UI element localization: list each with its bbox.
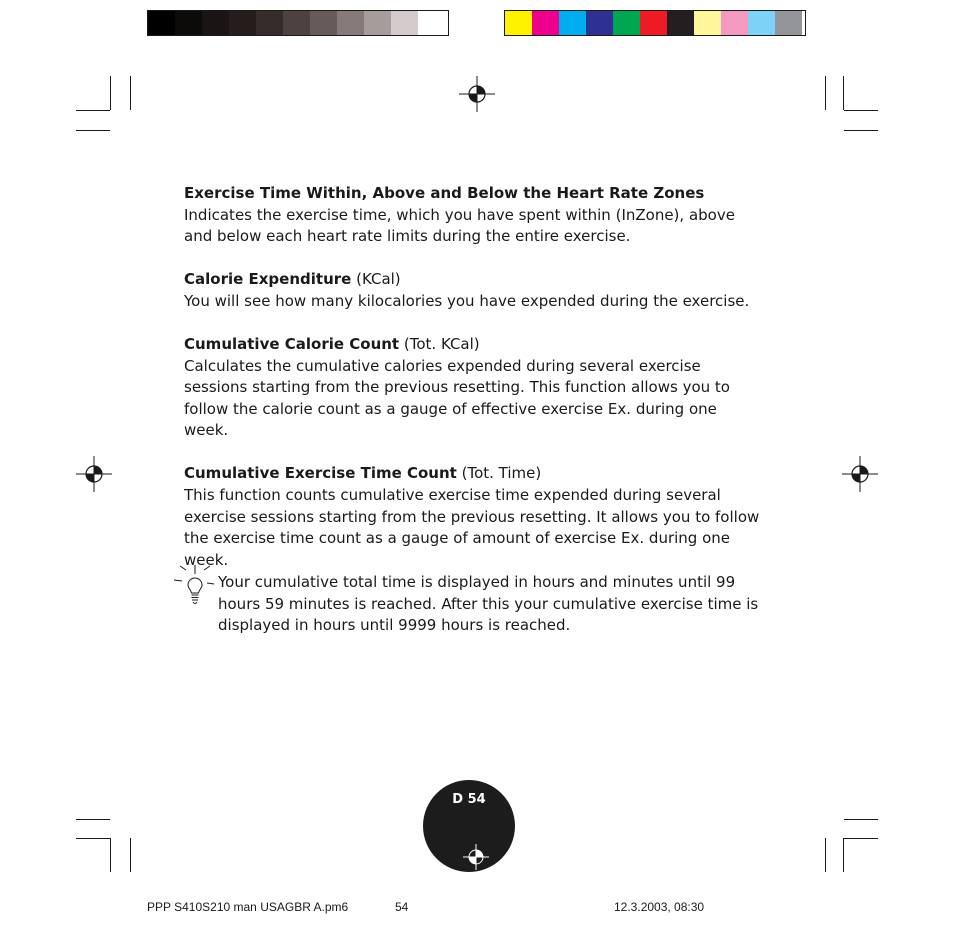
section-calorie-expenditure xyxy=(184,269,764,312)
color-swatch xyxy=(640,11,667,35)
color-swatch xyxy=(310,11,337,35)
gray-calibration-bar xyxy=(147,10,449,36)
crop-mark xyxy=(130,838,131,872)
color-swatch xyxy=(505,11,532,35)
crop-mark xyxy=(76,819,110,820)
color-swatch xyxy=(256,11,283,35)
section-heading: Cumulative Exercise Time Count (Tot. Time) xyxy=(184,464,542,483)
crop-mark xyxy=(844,110,878,111)
page-number-label: D 54 xyxy=(452,792,486,807)
crop-mark xyxy=(76,130,110,131)
color-swatch xyxy=(748,11,775,35)
section-heading: Calorie Expenditure (KCal) xyxy=(184,270,401,289)
color-swatch xyxy=(283,11,310,35)
color-swatch xyxy=(391,11,418,35)
color-swatch xyxy=(148,11,175,35)
color-swatch xyxy=(694,11,721,35)
section-body: This function counts cumulative exercise time expended during several exercise sessions starting from the previous resetting. It allows you to follow the exercise time count as a gauge of amount of exercise Ex. during one week. xyxy=(184,486,760,569)
lightbulb-icon xyxy=(172,562,216,608)
tip-text: Your cumulative total time is displayed in hours and minutes until 99 hours 59 minutes is reached. After this your cumulative exercise time is displayed in hours until 9999 hours is reached. xyxy=(218,573,759,635)
section-exercise-time-zones xyxy=(184,183,764,248)
color-swatch xyxy=(175,11,202,35)
color-swatch xyxy=(418,11,445,35)
crop-mark xyxy=(844,819,878,820)
section-cumulative-exercise-time xyxy=(184,463,764,571)
registration-mark-icon xyxy=(463,844,489,870)
registration-mark-icon xyxy=(842,456,878,492)
crop-mark xyxy=(825,838,826,872)
color-swatch xyxy=(667,11,694,35)
color-calibration-bar xyxy=(504,10,806,36)
color-swatch xyxy=(586,11,613,35)
color-swatch xyxy=(229,11,256,35)
registration-mark-icon xyxy=(76,456,112,492)
crop-mark xyxy=(843,76,844,110)
crop-mark xyxy=(825,76,826,110)
footer-date: 12.3.2003, 08:30 xyxy=(614,900,705,914)
crop-mark xyxy=(110,838,111,872)
color-swatch xyxy=(559,11,586,35)
crop-mark xyxy=(844,838,878,839)
page-number-badge xyxy=(423,780,515,872)
color-swatch xyxy=(775,11,802,35)
section-body: Indicates the exercise time, which you have spent within (InZone), above and below each heart rate limits during the entire exercise. xyxy=(184,205,735,246)
crop-mark xyxy=(76,838,110,839)
color-swatch xyxy=(202,11,229,35)
color-swatch xyxy=(721,11,748,35)
footer-filename: PPP S410S210 man USAGBR A.pm6 xyxy=(147,900,349,914)
section-body: Calculates the cumulative calories expended during several exercise sessions starting from the previous resetting. This function allows you to follow the calorie count as a gauge of effective exercise Ex. during one week. xyxy=(184,356,730,440)
section-heading: Exercise Time Within, Above and Below the Heart Rate Zones xyxy=(184,184,705,202)
crop-mark xyxy=(130,76,131,110)
registration-mark-icon xyxy=(459,76,495,112)
section-body: You will see how many kilocalories you have expended during the exercise. xyxy=(184,291,750,310)
crop-mark xyxy=(844,130,878,131)
section-heading: Cumulative Calorie Count (Tot. KCal) xyxy=(184,334,480,353)
color-swatch xyxy=(532,11,559,35)
crop-mark xyxy=(76,110,110,111)
color-swatch xyxy=(364,11,391,35)
crop-mark xyxy=(110,76,111,110)
section-cumulative-calorie-count xyxy=(184,334,764,442)
color-swatch xyxy=(613,11,640,35)
color-swatch xyxy=(337,11,364,35)
page-content xyxy=(184,183,764,593)
crop-mark xyxy=(843,838,844,872)
footer-page: 54 xyxy=(395,900,409,914)
